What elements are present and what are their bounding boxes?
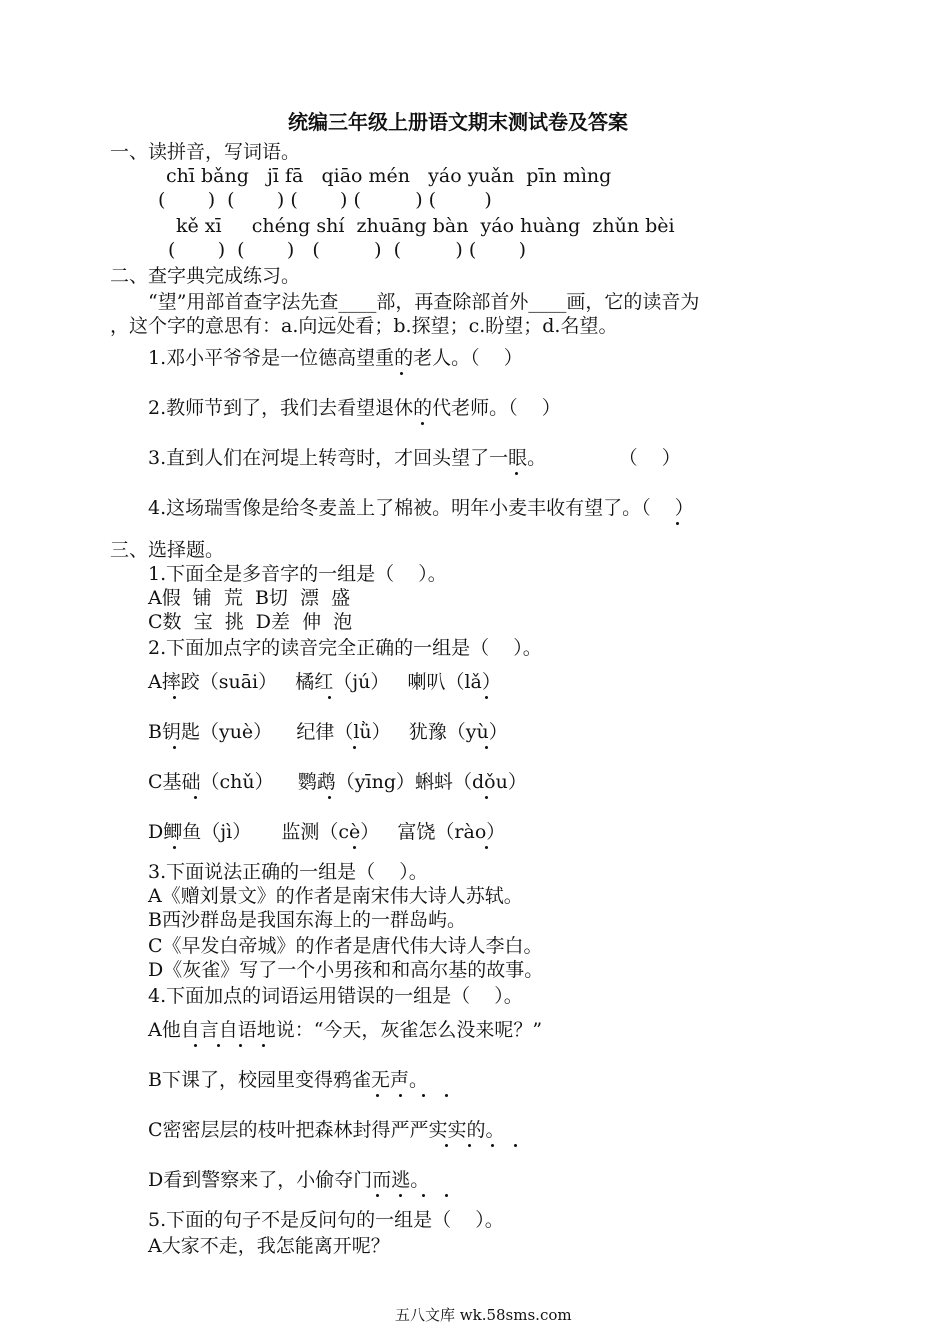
emphasis-dot <box>445 1094 448 1097</box>
emphasis-dot <box>376 1094 379 1097</box>
question-3-option-a: A《赠刘景文》的作者是南宋伟大诗人苏轼。 <box>148 885 523 907</box>
section-1-heading: 一、读拼音，写词语。 <box>110 141 301 163</box>
section-2-heading: 二、查字典完成练习。 <box>110 265 301 287</box>
answer-brackets-row-2: ( ) ( ) ( ) ( ) ( ) <box>168 239 526 261</box>
emphasis-dot <box>422 1094 425 1097</box>
section-3-heading: 三、选择题。 <box>110 539 225 561</box>
emphasis-dot <box>217 1044 220 1047</box>
dictionary-item-3: 3.直到人们在河堤上转弯时，才回头望了一眼。 （ ） <box>148 447 681 469</box>
question-4-option-b: B下课了，校园里变得鸦雀无声。 <box>148 1069 428 1091</box>
emphasis-dot <box>515 472 518 475</box>
question-1-options-ab: A假 铺 荒 B切 漂 盛 <box>148 587 351 609</box>
emphasis-dot <box>485 746 488 749</box>
emphasis-dot <box>173 746 176 749</box>
question-1-options-cd: C数 宝 挑 D差 伸 泡 <box>148 611 353 633</box>
pinyin-row-1: chī bǎng jī fā qiāo mén yáo yuǎn pīn mìng <box>166 165 612 187</box>
emphasis-dot <box>173 846 176 849</box>
question-2-option-c: C基础（chǔ） 鹦鹉（yīng）蝌蚪（dǒu） <box>148 771 527 793</box>
emphasis-dot <box>491 1144 494 1147</box>
emphasis-dot <box>239 1044 242 1047</box>
emphasis-dot <box>194 796 197 799</box>
page-title: 统编三年级上册语文期末测试卷及答案 <box>288 110 628 134</box>
question-4-option-a: A他自言自语地说：“今天，灰雀怎么没来呢？” <box>148 1019 543 1041</box>
emphasis-dot <box>485 796 488 799</box>
emphasis-dot <box>173 696 176 699</box>
question-4: 4.下面加点的词语运用错误的一组是（ ）。 <box>148 985 523 1007</box>
dictionary-intro-line-1: “望”用部首查字法先查____部，再查除部首外____画，它的读音为 <box>148 291 700 313</box>
emphasis-dot <box>399 1194 402 1197</box>
emphasis-dot <box>400 372 403 375</box>
emphasis-dot <box>514 1144 517 1147</box>
emphasis-dot <box>376 1194 379 1197</box>
emphasis-dot <box>445 1144 448 1147</box>
emphasis-dot <box>399 1094 402 1097</box>
emphasis-dot <box>262 1044 265 1047</box>
emphasis-dot <box>194 1044 197 1047</box>
emphasis-dot <box>485 696 488 699</box>
question-3: 3.下面说法正确的一组是（ ）。 <box>148 861 428 883</box>
emphasis-dot <box>468 1144 471 1147</box>
footer-watermark: 五八文库 wk.58sms.com <box>395 1306 572 1324</box>
dictionary-item-4: 4.这场瑞雪像是给冬麦盖上了棉被。明年小麦丰收有望了。（ ） <box>148 497 694 519</box>
emphasis-dot <box>445 1194 448 1197</box>
question-3-option-b: B西沙群岛是我国东海上的一群岛屿。 <box>148 909 466 931</box>
question-3-option-c: C《早发白帝城》的作者是唐代伟大诗人李白。 <box>148 935 543 957</box>
question-1: 1.下面全是多音字的一组是（ ）。 <box>148 563 447 585</box>
emphasis-dot <box>353 746 356 749</box>
dictionary-intro-line-2: ，这个字的意思有：a.向远处看；b.探望；c.盼望；d.名望。 <box>110 315 618 337</box>
question-5-option-a: A大家不走，我怎能离开呢？ <box>148 1235 390 1257</box>
emphasis-dot <box>422 1194 425 1197</box>
emphasis-dot <box>328 696 331 699</box>
dictionary-item-2: 2.教师节到了，我们去看望退休的代老师。（ ） <box>148 397 561 419</box>
question-3-option-d: D《灰雀》写了一个小男孩和和高尔基的故事。 <box>148 959 544 981</box>
question-2-option-a: A摔跤（suāi） 橘红（jú） 喇叭（lǎ） <box>148 671 501 693</box>
emphasis-dot <box>328 796 331 799</box>
dictionary-item-1: 1.邓小平爷爷是一位德高望重的老人。（ ） <box>148 347 523 369</box>
question-5: 5.下面的句子不是反问句的一组是（ ）。 <box>148 1209 504 1231</box>
question-2-option-b: B钥匙（yuè） 纪律（lǜ） 犹豫（yù） <box>148 721 508 743</box>
question-4-option-c: C密密层层的枝叶把森林封得严严实实的。 <box>148 1119 505 1141</box>
question-4-option-d: D看到警察来了，小偷夺门而逃。 <box>148 1169 430 1191</box>
emphasis-dot <box>485 846 488 849</box>
answer-brackets-row-1: ( ) ( ) ( ) ( ) ( ) <box>158 189 492 211</box>
emphasis-dot <box>353 846 356 849</box>
question-2: 2.下面加点字的读音完全正确的一组是（ ）。 <box>148 637 542 659</box>
pinyin-row-2: kě xī chéng shí zhuāng bàn yáo huàng zhǔn bèi <box>176 215 675 237</box>
emphasis-dot <box>676 522 679 525</box>
emphasis-dot <box>421 422 424 425</box>
question-2-option-d: D鲫鱼（jì） 监测（cè） 富饶（rào） <box>148 821 506 843</box>
